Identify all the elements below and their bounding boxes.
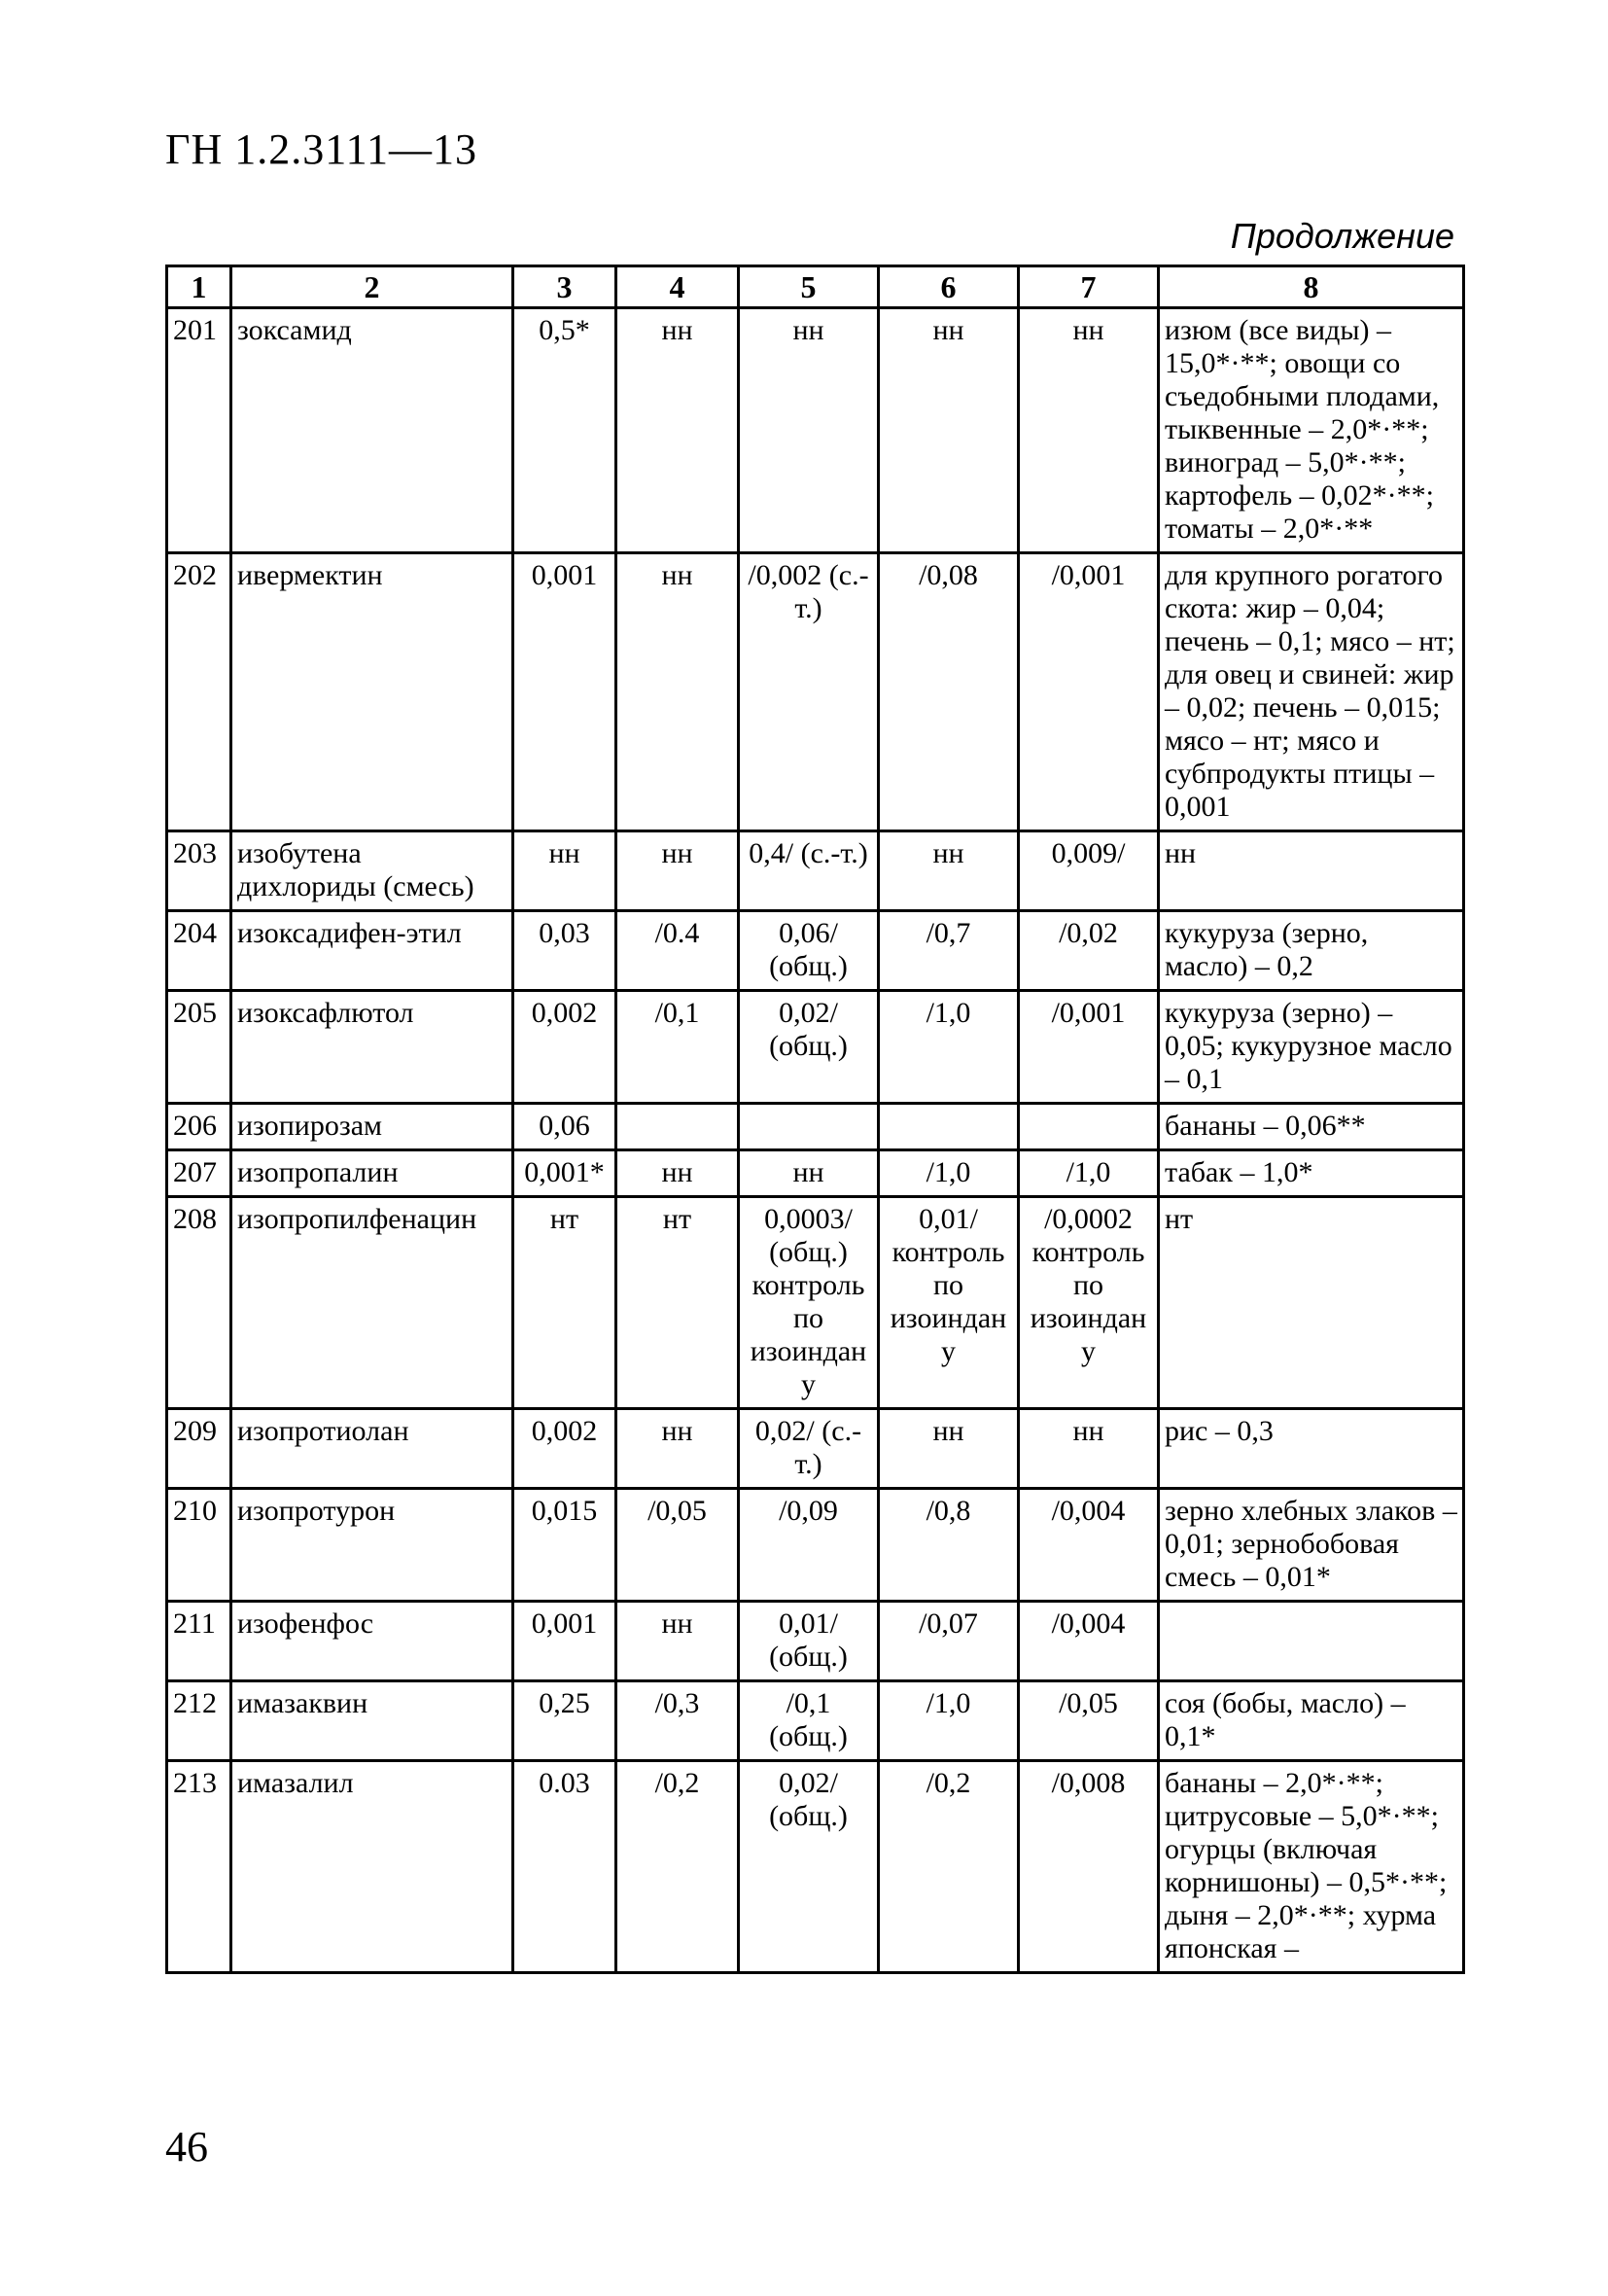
cell-col7: /0,001 <box>1019 991 1159 1104</box>
cell-col7: /0,008 <box>1019 1761 1159 1973</box>
cell-col3: 0,002 <box>513 1409 616 1489</box>
cell-col4: нн <box>616 553 739 831</box>
cell-col7: нн <box>1019 308 1159 553</box>
substance-name: имазаквин <box>231 1681 513 1761</box>
cell-col3: 0,06 <box>513 1104 616 1150</box>
cell-col7: /0,0002 контроль по изоиндану <box>1019 1197 1159 1409</box>
cell-col8: для крупного рогатого скота: жир – 0,04; печень – 0,1; мясо – нт; для овец и свиней: жир – 0,02; печень – 0,015; мясо – нт; мясо и субпродукты птицы – 0,001 <box>1159 553 1464 831</box>
cell-col8: табак – 1,0* <box>1159 1150 1464 1197</box>
cell-col8: зерно хлебных злаков – 0,01; зернобобовая смесь – 0,01* <box>1159 1489 1464 1602</box>
cell-col8 <box>1159 1602 1464 1681</box>
column-header: 8 <box>1159 266 1464 308</box>
substance-name: изобутена дихлориды (смесь) <box>231 831 513 911</box>
cell-col8: нн <box>1159 831 1464 911</box>
substance-name: изопропилфенацин <box>231 1197 513 1409</box>
row-number: 212 <box>167 1681 231 1761</box>
cell-col4: /0,05 <box>616 1489 739 1602</box>
cell-col6: нн <box>879 1409 1019 1489</box>
cell-col5: 0,4/ (с.-т.) <box>739 831 879 911</box>
cell-col4: /0,1 <box>616 991 739 1104</box>
cell-col5: /0,1 (общ.) <box>739 1681 879 1761</box>
row-number: 207 <box>167 1150 231 1197</box>
substance-name: изоксадифен-этил <box>231 911 513 991</box>
cell-col4: /0,2 <box>616 1761 739 1973</box>
row-number: 213 <box>167 1761 231 1973</box>
substance-name: изопропалин <box>231 1150 513 1197</box>
row-number: 210 <box>167 1489 231 1602</box>
cell-col7: /0,004 <box>1019 1602 1159 1681</box>
row-number: 201 <box>167 308 231 553</box>
cell-col8: изюм (все виды) – 15,0*·**; овощи со съедобными плодами, тыквенные – 2,0*·**; виноград – 5,0*·**; картофель – 0,02*·**; томаты – 2,0*·** <box>1159 308 1464 553</box>
cell-col7: /0,02 <box>1019 911 1159 991</box>
table-row <box>167 1761 1464 1973</box>
substance-name: ивермектин <box>231 553 513 831</box>
table-row <box>167 911 1464 991</box>
cell-col6: /0,8 <box>879 1489 1019 1602</box>
cell-col3: нн <box>513 831 616 911</box>
row-number: 204 <box>167 911 231 991</box>
hygiene-norms-table <box>165 265 1465 1974</box>
continuation-label: Продолжение <box>1230 216 1454 256</box>
substance-name: изофенфос <box>231 1602 513 1681</box>
cell-col4: /0.4 <box>616 911 739 991</box>
cell-col6 <box>879 1104 1019 1150</box>
cell-col6: /1,0 <box>879 1681 1019 1761</box>
cell-col3: 0,001 <box>513 553 616 831</box>
cell-col8: кукуруза (зерно) – 0,05; кукурузное масло – 0,1 <box>1159 991 1464 1104</box>
substance-name: изоксафлютол <box>231 991 513 1104</box>
substance-name: изопротиолан <box>231 1409 513 1489</box>
cell-col4 <box>616 1104 739 1150</box>
cell-col5: 0,02/ (общ.) <box>739 991 879 1104</box>
column-header: 7 <box>1019 266 1159 308</box>
cell-col4: нн <box>616 1150 739 1197</box>
cell-col3: нт <box>513 1197 616 1409</box>
cell-col6: 0,01/ контроль по изоиндану <box>879 1197 1019 1409</box>
cell-col5: нн <box>739 308 879 553</box>
cell-col8: бананы – 0,06** <box>1159 1104 1464 1150</box>
column-header: 1 <box>167 266 231 308</box>
column-header: 6 <box>879 266 1019 308</box>
table-row <box>167 831 1464 911</box>
cell-col3: 0,001* <box>513 1150 616 1197</box>
table-row <box>167 1602 1464 1681</box>
column-header: 5 <box>739 266 879 308</box>
cell-col8: нт <box>1159 1197 1464 1409</box>
cell-col6: /0,2 <box>879 1761 1019 1973</box>
cell-col5 <box>739 1104 879 1150</box>
cell-col3: 0,015 <box>513 1489 616 1602</box>
table-row <box>167 991 1464 1104</box>
cell-col5: 0,02/ (с.-т.) <box>739 1409 879 1489</box>
cell-col6: /1,0 <box>879 1150 1019 1197</box>
document-code: ГН 1.2.3111—13 <box>165 125 477 173</box>
substance-name: зоксамид <box>231 308 513 553</box>
cell-col5: 0,02/ (общ.) <box>739 1761 879 1973</box>
table-row <box>167 1197 1464 1409</box>
row-number: 211 <box>167 1602 231 1681</box>
table-row <box>167 1681 1464 1761</box>
cell-col7: /0,05 <box>1019 1681 1159 1761</box>
table-row <box>167 553 1464 831</box>
table-row <box>167 308 1464 553</box>
cell-col5: /0,002 (с.-т.) <box>739 553 879 831</box>
cell-col6: нн <box>879 308 1019 553</box>
cell-col8: рис – 0,3 <box>1159 1409 1464 1489</box>
cell-col8: кукуруза (зерно, масло) – 0,2 <box>1159 911 1464 991</box>
cell-col5: /0,09 <box>739 1489 879 1602</box>
cell-col4: нн <box>616 1602 739 1681</box>
row-number: 205 <box>167 991 231 1104</box>
cell-col5: нн <box>739 1150 879 1197</box>
column-header: 2 <box>231 266 513 308</box>
cell-col6: /0,7 <box>879 911 1019 991</box>
cell-col6: /0,08 <box>879 553 1019 831</box>
cell-col5: 0,06/ (общ.) <box>739 911 879 991</box>
cell-col4: нт <box>616 1197 739 1409</box>
cell-col7: /1,0 <box>1019 1150 1159 1197</box>
cell-col3: 0,03 <box>513 911 616 991</box>
table-row <box>167 1489 1464 1602</box>
substance-name: изопротурон <box>231 1489 513 1602</box>
column-header: 4 <box>616 266 739 308</box>
column-header: 3 <box>513 266 616 308</box>
table-row <box>167 1104 1464 1150</box>
cell-col5: 0,0003/ (общ.) контроль по изоиндану <box>739 1197 879 1409</box>
table-row <box>167 1150 1464 1197</box>
column-header-row <box>167 266 1464 308</box>
row-number: 208 <box>167 1197 231 1409</box>
cell-col7 <box>1019 1104 1159 1150</box>
cell-col7: нн <box>1019 1409 1159 1489</box>
cell-col8: бананы – 2,0*·**; цитрусовые – 5,0*·**; огурцы (включая корнишоны) – 0,5*·**; дыня – 2,0*·**; хурма японская – <box>1159 1761 1464 1973</box>
cell-col7: /0,001 <box>1019 553 1159 831</box>
cell-col4: нн <box>616 308 739 553</box>
page-number: 46 <box>165 2123 208 2171</box>
cell-col7: /0,004 <box>1019 1489 1159 1602</box>
cell-col6: нн <box>879 831 1019 911</box>
cell-col4: нн <box>616 1409 739 1489</box>
substance-name: изопирозам <box>231 1104 513 1150</box>
cell-col5: 0,01/ (общ.) <box>739 1602 879 1681</box>
cell-col3: 0,5* <box>513 308 616 553</box>
cell-col3: 0,001 <box>513 1602 616 1681</box>
row-number: 206 <box>167 1104 231 1150</box>
cell-col3: 0,25 <box>513 1681 616 1761</box>
cell-col7: 0,009/ <box>1019 831 1159 911</box>
table-row <box>167 1409 1464 1489</box>
cell-col6: /1,0 <box>879 991 1019 1104</box>
cell-col4: /0,3 <box>616 1681 739 1761</box>
cell-col4: нн <box>616 831 739 911</box>
row-number: 202 <box>167 553 231 831</box>
cell-col6: /0,07 <box>879 1602 1019 1681</box>
row-number: 209 <box>167 1409 231 1489</box>
cell-col8: соя (бобы, масло) – 0,1* <box>1159 1681 1464 1761</box>
substance-name: имазалил <box>231 1761 513 1973</box>
cell-col3: 0,002 <box>513 991 616 1104</box>
cell-col3: 0.03 <box>513 1761 616 1973</box>
row-number: 203 <box>167 831 231 911</box>
